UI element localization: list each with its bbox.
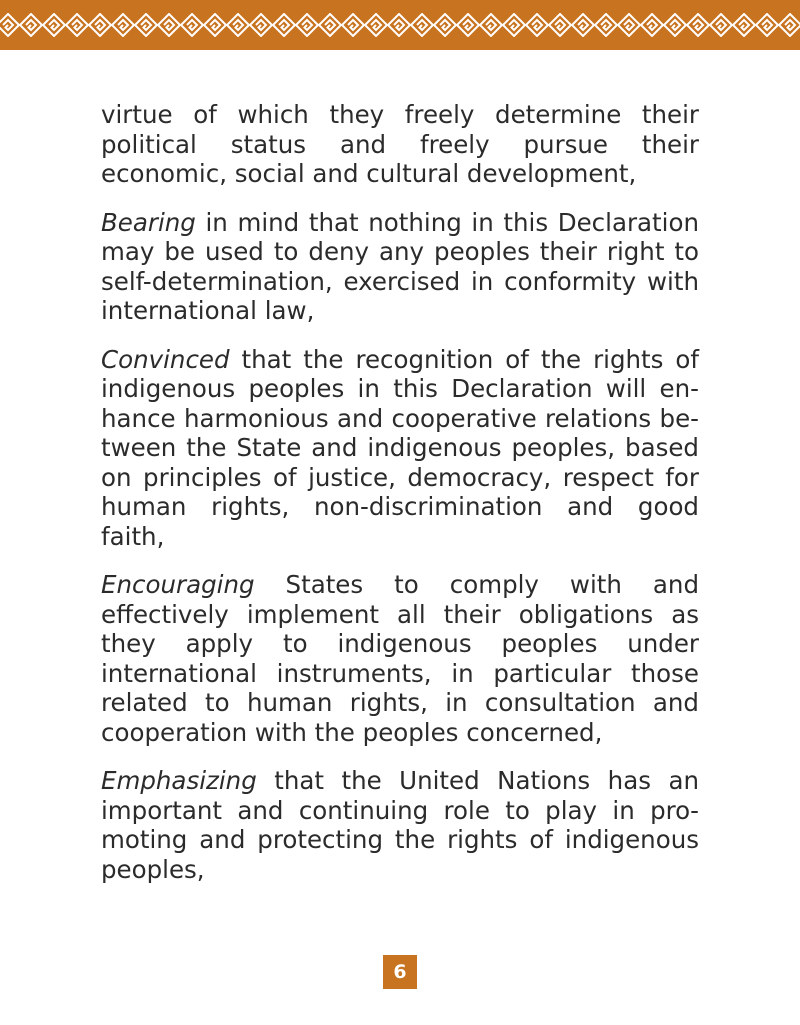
body-text	[101, 100, 699, 903]
paragraph-encouraging	[101, 570, 699, 747]
paragraph-emphasizing	[101, 766, 699, 884]
paragraph-lead-word: Encouraging	[101, 570, 255, 599]
page-number: 6	[383, 955, 417, 989]
paragraph-lead-word: Convinced	[101, 344, 230, 374]
paragraph-text: that the United Nations has an important and continuing role to play in promoting and protecting the rights of indigenous peoples,	[101, 766, 699, 884]
paragraph-text: States to comply with and effectively implement all their obligations as they apply to indigenous peoples under international instruments, in particular those related to human rights, in consultation and cooperation with the peoples concerned,	[101, 570, 699, 747]
decorative-top-border	[0, 0, 800, 50]
paragraph-text: in mind that nothing in this Declaration may be used to deny any peoples their right to self-determination, exercised in conformity with international law,	[101, 207, 699, 325]
paragraph-convinced	[101, 345, 699, 552]
diamond-spiral-border-icon	[0, 13, 800, 37]
paragraph-lead-word: Bearing	[101, 207, 196, 237]
paragraph-text: virtue of which they freely determine their political status and freely pursue their economic, social and cultural development,	[101, 100, 699, 188]
paragraph-continuation	[101, 100, 699, 189]
paragraph-lead-word: Emphasizing	[101, 766, 257, 795]
paragraph-text: that the recognition of the rights of indigenous peoples in this Declaration will enhance harmonious and cooperative relations between the State and indigenous peoples, based on principles of justice, democracy, respect for human rights, non-discrimination and good faith,	[101, 344, 699, 551]
paragraph-bearing	[101, 208, 699, 326]
